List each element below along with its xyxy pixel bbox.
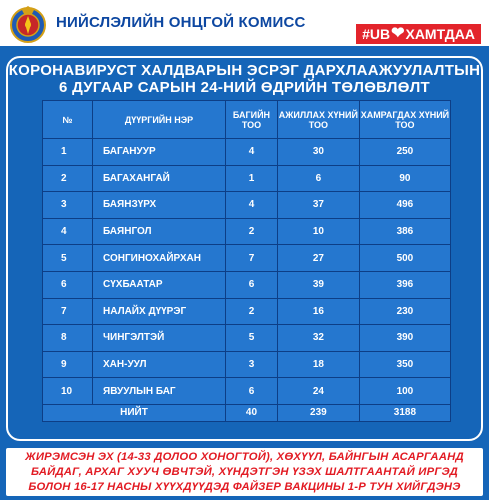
cell-teams: 7 xyxy=(226,245,278,272)
badge-left-text: #UB xyxy=(362,26,391,42)
table-row xyxy=(43,298,451,325)
notice-line3: БОЛОН 16-17 НАСНЫ ХҮҮХДҮҮДЭД ФАЙЗЕР ВАКЦИНЫ 1-Р ТУН ХИЙГДЭНЭ xyxy=(28,481,461,493)
cell-district: БАГАНУУР xyxy=(93,139,226,166)
table-total-row xyxy=(43,404,451,421)
col-header-district: ДҮҮРГИЙН НЭР xyxy=(93,101,226,139)
cell-workers: 18 xyxy=(277,351,359,378)
cell-workers: 39 xyxy=(277,271,359,298)
table-row xyxy=(43,378,451,405)
cell-covered: 390 xyxy=(359,325,450,352)
cell-number: 3 xyxy=(43,192,93,219)
cell-teams: 4 xyxy=(226,139,278,166)
badge-right-text: ХАМТДАА xyxy=(405,26,475,42)
cell-workers: 24 xyxy=(277,378,359,405)
col-header-number: № xyxy=(43,101,93,139)
cell-teams: 6 xyxy=(226,378,278,405)
cell-number: 7 xyxy=(43,298,93,325)
table-row xyxy=(43,271,451,298)
col-header-covered: ХАМРАГДАХ ХҮНИЙ ТОО xyxy=(359,101,450,139)
cell-teams: 5 xyxy=(226,325,278,352)
vaccination-plan-table xyxy=(42,100,451,422)
cell-number: 6 xyxy=(43,271,93,298)
cell-district: НАЛАЙХ ДҮҮРЭГ xyxy=(93,298,226,325)
cell-covered: 90 xyxy=(359,165,450,192)
cell-covered: 386 xyxy=(359,218,450,245)
cell-covered: 100 xyxy=(359,378,450,405)
cell-number: 4 xyxy=(43,218,93,245)
cell-number: 9 xyxy=(43,351,93,378)
table-row xyxy=(43,245,451,272)
total-covered: 3188 xyxy=(359,404,450,421)
col-header-workers: АЖИЛЛАХ ХҮНИЙ ТОО xyxy=(277,101,359,139)
page-title xyxy=(0,62,489,96)
total-teams: 40 xyxy=(226,404,278,421)
cell-district: ЧИНГЭЛТЭЙ xyxy=(93,325,226,352)
ub-hamtdaa-badge xyxy=(356,24,481,44)
notice-line2: БАЙДАГ, АРХАГ ХУУЧ ӨВЧТЭЙ, ХҮНДЭТГЭН ҮЗЭХ ШАЛТГААНТАЙ ИРГЭД xyxy=(31,466,458,478)
cell-workers: 6 xyxy=(277,165,359,192)
cell-covered: 396 xyxy=(359,271,450,298)
cell-number: 2 xyxy=(43,165,93,192)
header-bar xyxy=(0,0,489,46)
cell-covered: 350 xyxy=(359,351,450,378)
cell-workers: 32 xyxy=(277,325,359,352)
cell-district: БАЯНГОЛ xyxy=(93,218,226,245)
cell-teams: 3 xyxy=(226,351,278,378)
heart-icon: ❤ xyxy=(391,25,405,42)
mongolia-state-emblem-icon xyxy=(8,4,48,44)
cell-district: БАГАХАНГАЙ xyxy=(93,165,226,192)
table-row xyxy=(43,165,451,192)
cell-number: 1 xyxy=(43,139,93,166)
page-title-line1: КОРОНАВИРУСТ ХАЛДВАРЫН ЭСРЭГ ДАРХЛААЖУУЛАЛТЫН xyxy=(8,62,481,79)
table-row xyxy=(43,192,451,219)
page-title-line2: 6 ДУГААР САРЫН 24-НИЙ ӨДРИЙН ТӨЛӨВЛӨЛТ xyxy=(58,79,430,96)
cell-teams: 2 xyxy=(226,298,278,325)
cell-district: ХАН-УУЛ xyxy=(93,351,226,378)
cell-covered: 500 xyxy=(359,245,450,272)
notice-line1: ЖИРЭМСЭН ЭХ (14-33 ДОЛОО ХОНОГТОЙ), ХӨХҮҮЛ, БАЙНГЫН АСАРГААНД xyxy=(25,451,464,463)
cell-workers: 16 xyxy=(277,298,359,325)
table-header-row xyxy=(43,101,451,139)
cell-teams: 1 xyxy=(226,165,278,192)
total-label: НИЙТ xyxy=(43,404,226,421)
org-title: НИЙСЛЭЛИЙН ОНЦГОЙ КОМИСС xyxy=(56,14,306,31)
cell-number: 5 xyxy=(43,245,93,272)
cell-workers: 10 xyxy=(277,218,359,245)
cell-workers: 27 xyxy=(277,245,359,272)
total-workers: 239 xyxy=(277,404,359,421)
cell-teams: 4 xyxy=(226,192,278,219)
cell-district: СОНГИНОХАЙРХАН xyxy=(93,245,226,272)
cell-district: ЯВУУЛЫН БАГ xyxy=(93,378,226,405)
cell-teams: 6 xyxy=(226,271,278,298)
cell-covered: 250 xyxy=(359,139,450,166)
table-row xyxy=(43,139,451,166)
cell-workers: 37 xyxy=(277,192,359,219)
table-row xyxy=(43,325,451,352)
cell-covered: 496 xyxy=(359,192,450,219)
col-header-teams: БАГИЙН ТОО xyxy=(226,101,278,139)
cell-workers: 30 xyxy=(277,139,359,166)
cell-district: БАЯНЗҮРХ xyxy=(93,192,226,219)
table-body xyxy=(43,139,451,422)
cell-teams: 2 xyxy=(226,218,278,245)
table-row xyxy=(43,351,451,378)
cell-number: 10 xyxy=(43,378,93,405)
cell-district: СҮХБААТАР xyxy=(93,271,226,298)
notice-box xyxy=(6,448,483,496)
cell-number: 8 xyxy=(43,325,93,352)
table-row xyxy=(43,218,451,245)
cell-covered: 230 xyxy=(359,298,450,325)
